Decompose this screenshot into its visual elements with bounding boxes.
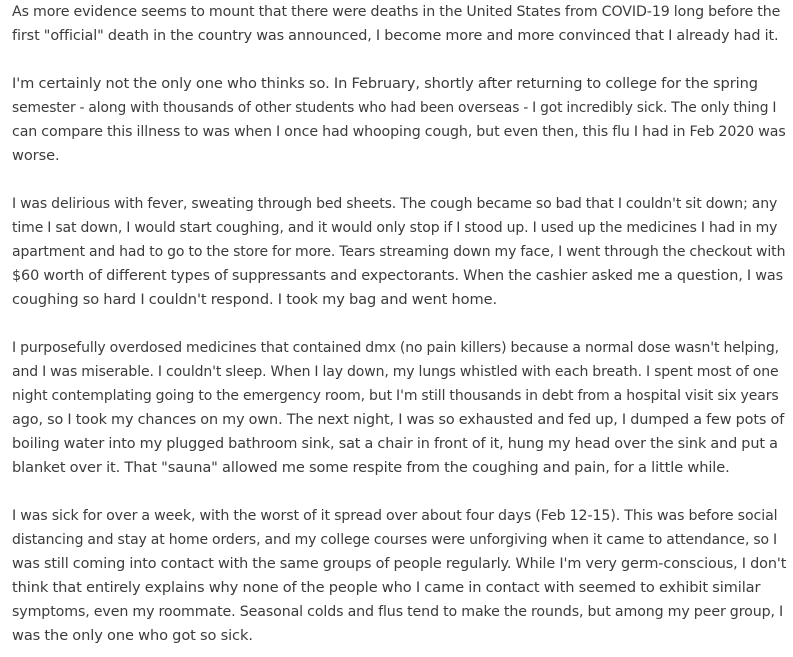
text-line: coughing so hard I couldn't respond. I took my bag and went home. <box>12 291 498 308</box>
text-line: worse. <box>12 147 60 164</box>
text-line: I purposefully overdosed medicines that contained dmx (no pain killers) because a normal dose wasn't helping, <box>12 340 780 356</box>
text-line: and I was miserable. I couldn't sleep. When I lay down, my lungs whistled with each breath. I spent most of one <box>12 364 779 380</box>
text-line: apartment and had to go to the store for more. Tears streaming down my face, I went through the checkout with <box>12 244 786 260</box>
text-line: I was delirious with fever, sweating through bed sheets. The cough became so bad that I couldn't sit down; any <box>12 196 778 212</box>
paragraph-2 <box>12 72 787 168</box>
text-line: As more evidence seems to mount that there were deaths in the United States from COVID-19 long before the <box>12 4 781 20</box>
paragraph-3 <box>12 192 787 312</box>
paragraph-4 <box>12 336 787 480</box>
paragraph-5 <box>12 504 787 648</box>
text-line: boiling water into my plugged bathroom sink, sat a chair in front of it, hung my head over the sink and put a <box>12 436 778 452</box>
text-line: night contemplating going to the emergency room, but I'm still thousands in debt from a hospital visit six years <box>12 388 779 404</box>
paragraph-1 <box>12 0 787 48</box>
text-line: blanket over it. That "sauna" allowed me some respite from the coughing and pain, for a little while. <box>12 459 730 476</box>
text-line: was the only one who got so sick. <box>12 627 253 644</box>
text-line: I was sick for over a week, with the worst of it spread over about four days (Feb 12-15). This was before social <box>12 508 778 524</box>
text-line: can compare this illness to was when I once had whooping cough, but even then, this flu I had in Feb 2020 was <box>12 124 786 140</box>
text-line: time I sat down, I would start coughing, and it would only stop if I stood up. I used up the medicines I had in my <box>12 220 778 236</box>
text-line: ago, so I took my chances on my own. The next night, I was so exhausted and fed up, I dumped a few pots of <box>12 412 785 428</box>
text-line: semester - along with thousands of other students who had been overseas - I got incredibly sick. The only thing I <box>12 100 777 116</box>
text-line: first "official" death in the country was announced, I become more and more convinced that I already had it. <box>12 28 779 44</box>
text-line: was still coming into contact with the same groups of people regularly. While I'm very germ-conscious, I don't <box>12 556 787 572</box>
text-line: I'm certainly not the only one who thinks so. In February, shortly after returning to college for the spring <box>12 75 758 92</box>
text-line: $60 worth of different types of suppressants and expectorants. When the cashier asked me a question, I was <box>12 268 783 284</box>
text-line: symptoms, even my roommate. Seasonal colds and flus tend to make the rounds, but among my peer group, I <box>12 604 784 620</box>
text-line: think that entirely explains why none of the people who I came in contact with seemed to exhibit similar <box>12 579 761 596</box>
text-line: distancing and stay at home orders, and my college courses were unforgiving when it came to attendance, so I <box>12 532 778 548</box>
